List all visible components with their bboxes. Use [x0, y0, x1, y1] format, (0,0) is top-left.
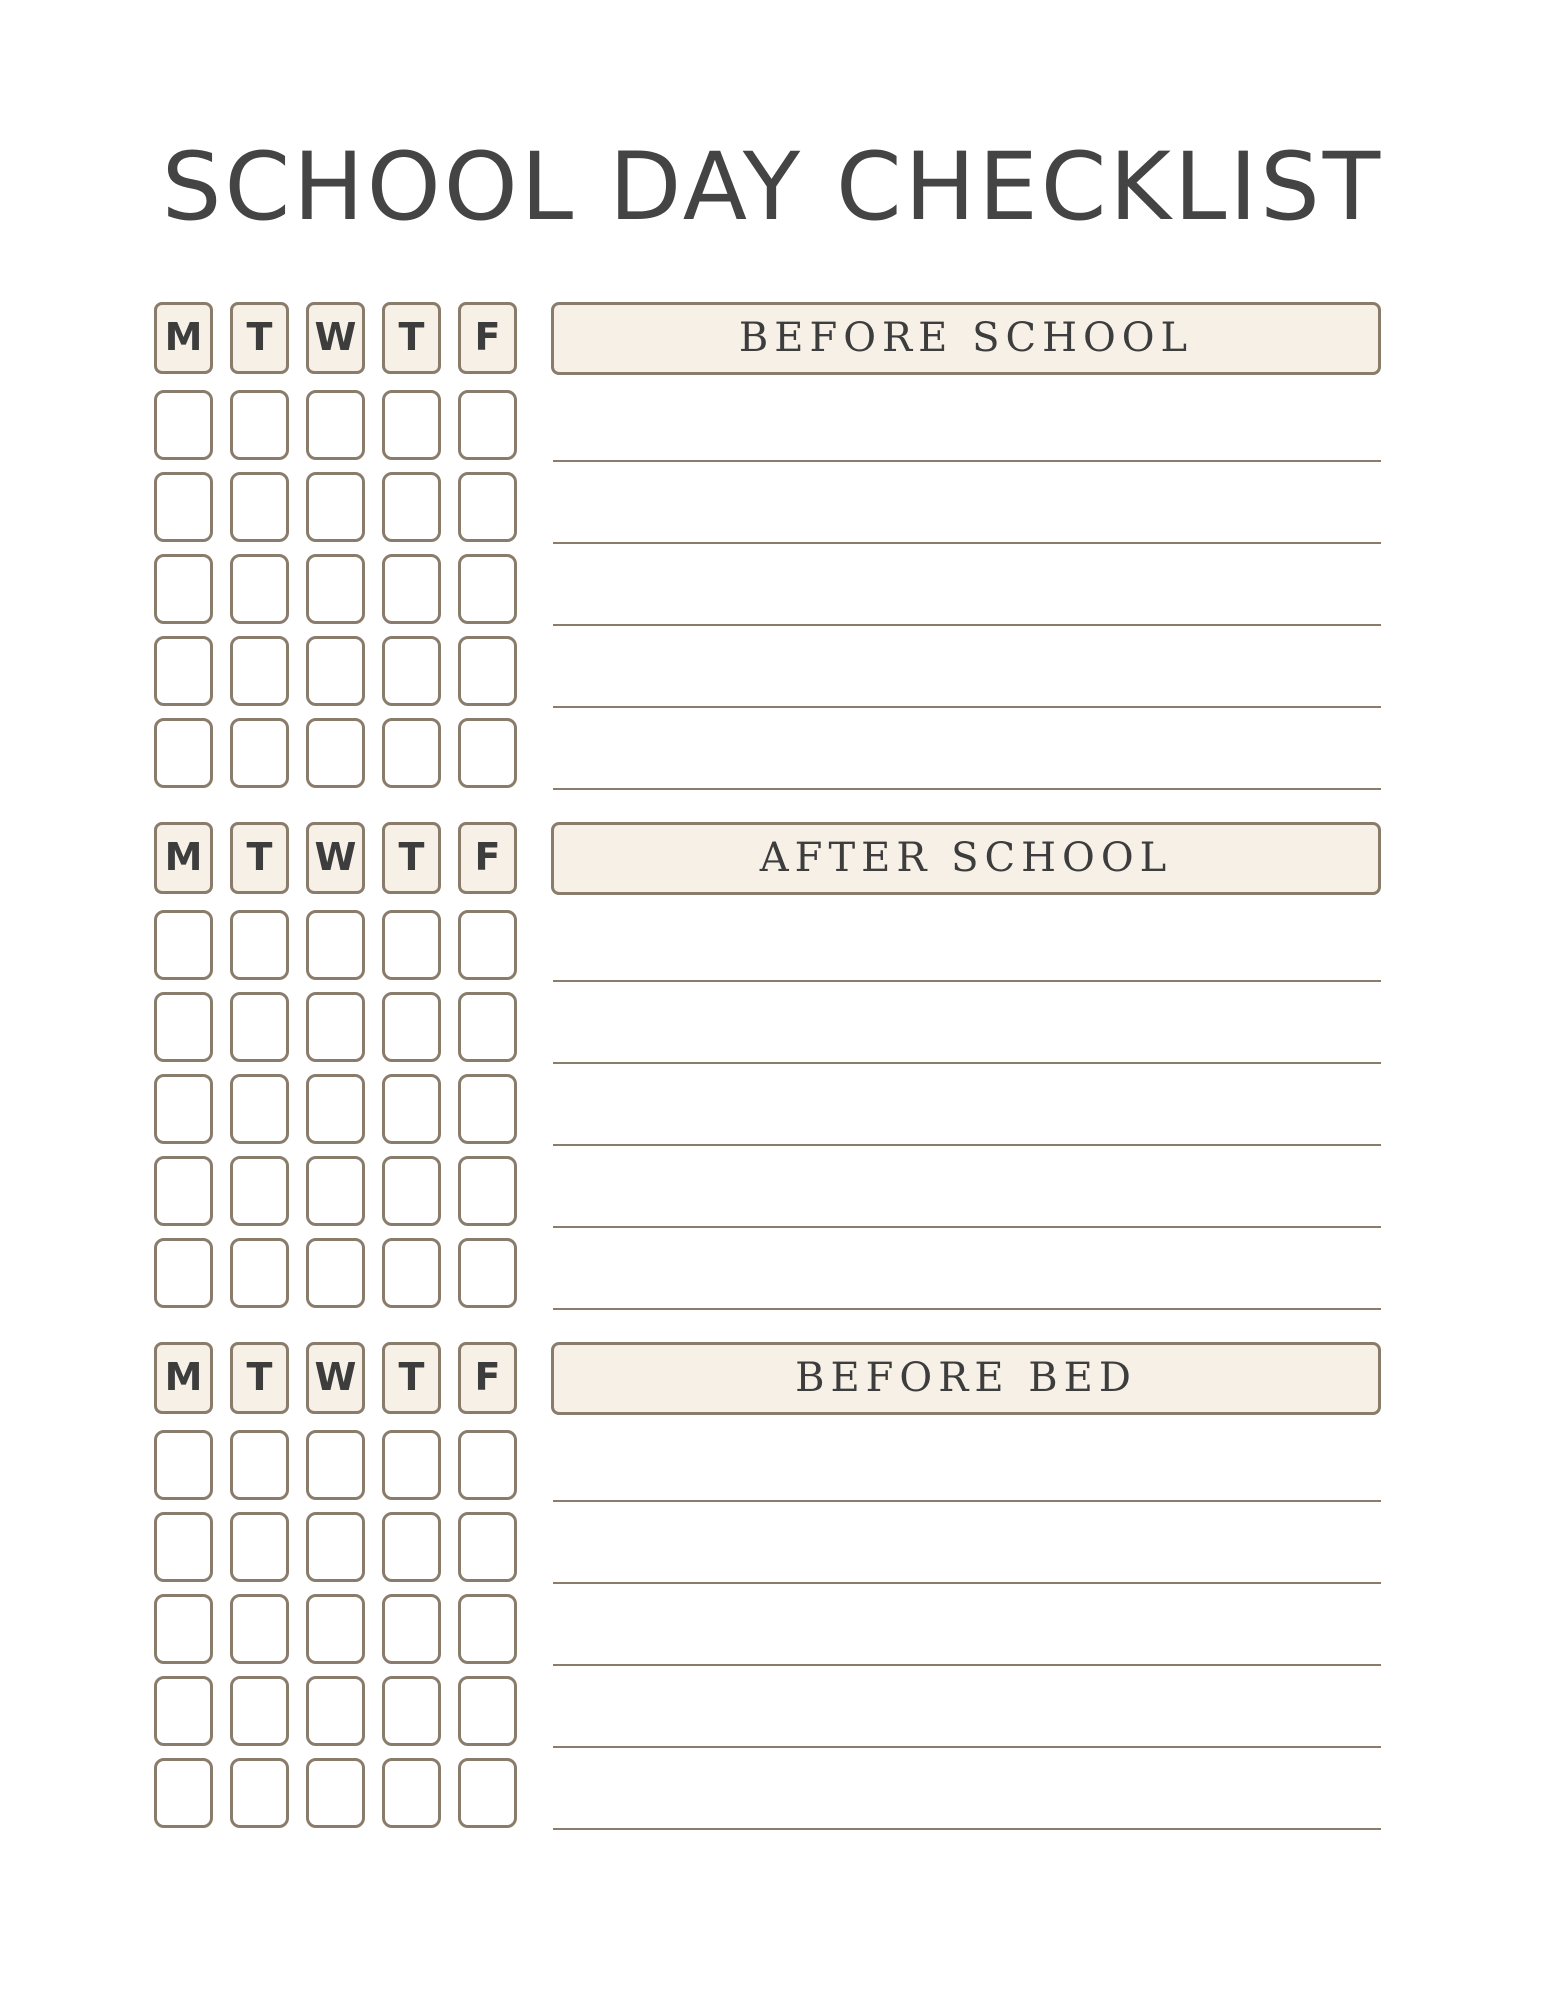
day-checkbox[interactable] — [458, 1156, 517, 1226]
section-title: BEFORE SCHOOL — [551, 302, 1381, 375]
task-row — [0, 390, 1545, 462]
section-before-bed — [0, 1342, 1545, 1842]
day-checkbox[interactable] — [230, 636, 289, 706]
day-checkbox[interactable] — [458, 554, 517, 624]
day-checkbox[interactable] — [154, 636, 213, 706]
day-checkbox[interactable] — [230, 554, 289, 624]
section-after-school — [0, 822, 1545, 1322]
day-checkbox[interactable] — [306, 390, 365, 460]
day-label: F — [458, 822, 517, 894]
day-checkbox[interactable] — [154, 1430, 213, 1500]
day-label: T — [230, 822, 289, 894]
day-checkbox[interactable] — [230, 1594, 289, 1664]
day-checkbox[interactable] — [458, 992, 517, 1062]
day-checkbox[interactable] — [230, 390, 289, 460]
task-row — [0, 1512, 1545, 1584]
day-label: F — [458, 302, 517, 374]
day-checkbox[interactable] — [458, 1594, 517, 1664]
task-row — [0, 636, 1545, 708]
task-row — [0, 554, 1545, 626]
day-checkbox[interactable] — [458, 1758, 517, 1828]
day-checkbox[interactable] — [154, 1758, 213, 1828]
day-checkbox[interactable] — [458, 1430, 517, 1500]
day-checkbox[interactable] — [306, 1074, 365, 1144]
task-write-line[interactable] — [553, 1664, 1381, 1666]
day-label: T — [230, 1342, 289, 1414]
task-row — [0, 1156, 1545, 1228]
day-checkbox[interactable] — [306, 1430, 365, 1500]
task-write-line[interactable] — [553, 706, 1381, 708]
task-write-line[interactable] — [553, 980, 1381, 982]
day-checkbox[interactable] — [230, 1238, 289, 1308]
day-checkbox[interactable] — [306, 472, 365, 542]
day-checkbox[interactable] — [458, 390, 517, 460]
day-checkbox[interactable] — [154, 1074, 213, 1144]
day-checkbox[interactable] — [306, 718, 365, 788]
task-write-line[interactable] — [553, 788, 1381, 790]
day-checkbox[interactable] — [230, 910, 289, 980]
day-checkbox[interactable] — [154, 1156, 213, 1226]
day-checkbox[interactable] — [154, 718, 213, 788]
day-checkbox[interactable] — [382, 718, 441, 788]
task-write-line[interactable] — [553, 624, 1381, 626]
day-checkbox[interactable] — [154, 554, 213, 624]
day-label: T — [382, 302, 441, 374]
task-write-line[interactable] — [553, 1828, 1381, 1830]
day-label: T — [230, 302, 289, 374]
day-checkbox[interactable] — [382, 910, 441, 980]
task-row — [0, 992, 1545, 1064]
task-row — [0, 1430, 1545, 1502]
section-title: AFTER SCHOOL — [551, 822, 1381, 895]
day-checkbox[interactable] — [230, 718, 289, 788]
day-checkbox[interactable] — [154, 1238, 213, 1308]
task-row — [0, 1238, 1545, 1310]
task-write-line[interactable] — [553, 1308, 1381, 1310]
day-checkbox[interactable] — [306, 910, 365, 980]
day-checkbox[interactable] — [382, 554, 441, 624]
day-checkbox[interactable] — [382, 1430, 441, 1500]
day-label: M — [154, 822, 213, 894]
task-row — [0, 1594, 1545, 1666]
day-checkbox[interactable] — [382, 1594, 441, 1664]
day-checkbox[interactable] — [382, 1238, 441, 1308]
day-label: T — [382, 1342, 441, 1414]
task-row — [0, 718, 1545, 790]
day-checkbox[interactable] — [458, 910, 517, 980]
task-write-line[interactable] — [553, 1582, 1381, 1584]
day-checkbox[interactable] — [458, 1512, 517, 1582]
day-checkbox[interactable] — [154, 992, 213, 1062]
weekday-header — [154, 302, 526, 378]
weekday-header — [154, 1342, 526, 1418]
day-label: W — [306, 302, 365, 374]
day-checkbox[interactable] — [382, 636, 441, 706]
task-write-line[interactable] — [553, 542, 1381, 544]
day-checkbox[interactable] — [154, 1512, 213, 1582]
day-checkbox[interactable] — [458, 718, 517, 788]
day-checkbox[interactable] — [306, 1156, 365, 1226]
day-label: W — [306, 822, 365, 894]
day-checkbox[interactable] — [306, 1594, 365, 1664]
day-checkbox[interactable] — [382, 992, 441, 1062]
day-checkbox[interactable] — [458, 1676, 517, 1746]
day-checkbox[interactable] — [458, 636, 517, 706]
task-row — [0, 1676, 1545, 1748]
day-checkbox[interactable] — [382, 1758, 441, 1828]
day-checkbox[interactable] — [230, 472, 289, 542]
day-checkbox[interactable] — [382, 1676, 441, 1746]
day-checkbox[interactable] — [306, 992, 365, 1062]
section-before-school — [0, 302, 1545, 802]
day-checkbox[interactable] — [382, 472, 441, 542]
day-checkbox[interactable] — [382, 1156, 441, 1226]
day-checkbox[interactable] — [154, 390, 213, 460]
day-checkbox[interactable] — [306, 554, 365, 624]
section-title: BEFORE BED — [551, 1342, 1381, 1415]
day-checkbox[interactable] — [230, 992, 289, 1062]
page-title: SCHOOL DAY CHECKLIST — [161, 133, 1384, 242]
task-row — [0, 910, 1545, 982]
day-checkbox[interactable] — [306, 636, 365, 706]
day-checkbox[interactable] — [154, 1594, 213, 1664]
day-checkbox[interactable] — [230, 1074, 289, 1144]
day-checkbox[interactable] — [306, 1758, 365, 1828]
day-checkbox[interactable] — [306, 1676, 365, 1746]
task-write-line[interactable] — [553, 1746, 1381, 1748]
day-checkbox[interactable] — [154, 1676, 213, 1746]
day-checkbox[interactable] — [382, 1512, 441, 1582]
day-label: T — [382, 822, 441, 894]
task-write-line[interactable] — [553, 460, 1381, 462]
day-checkbox[interactable] — [382, 390, 441, 460]
day-checkbox[interactable] — [230, 1430, 289, 1500]
task-row — [0, 1074, 1545, 1146]
task-write-line[interactable] — [553, 1144, 1381, 1146]
day-checkbox[interactable] — [230, 1512, 289, 1582]
day-checkbox[interactable] — [230, 1676, 289, 1746]
task-row — [0, 1758, 1545, 1830]
day-checkbox[interactable] — [154, 910, 213, 980]
day-checkbox[interactable] — [458, 1074, 517, 1144]
day-checkbox[interactable] — [306, 1512, 365, 1582]
task-write-line[interactable] — [553, 1500, 1381, 1502]
task-write-line[interactable] — [553, 1226, 1381, 1228]
day-checkbox[interactable] — [154, 472, 213, 542]
day-label: M — [154, 1342, 213, 1414]
day-checkbox[interactable] — [458, 1238, 517, 1308]
task-row — [0, 472, 1545, 544]
day-checkbox[interactable] — [230, 1758, 289, 1828]
day-label: W — [306, 1342, 365, 1414]
task-write-line[interactable] — [553, 1062, 1381, 1064]
day-label: F — [458, 1342, 517, 1414]
day-checkbox[interactable] — [230, 1156, 289, 1226]
day-checkbox[interactable] — [382, 1074, 441, 1144]
day-checkbox[interactable] — [306, 1238, 365, 1308]
weekday-header — [154, 822, 526, 898]
day-label: M — [154, 302, 213, 374]
day-checkbox[interactable] — [458, 472, 517, 542]
